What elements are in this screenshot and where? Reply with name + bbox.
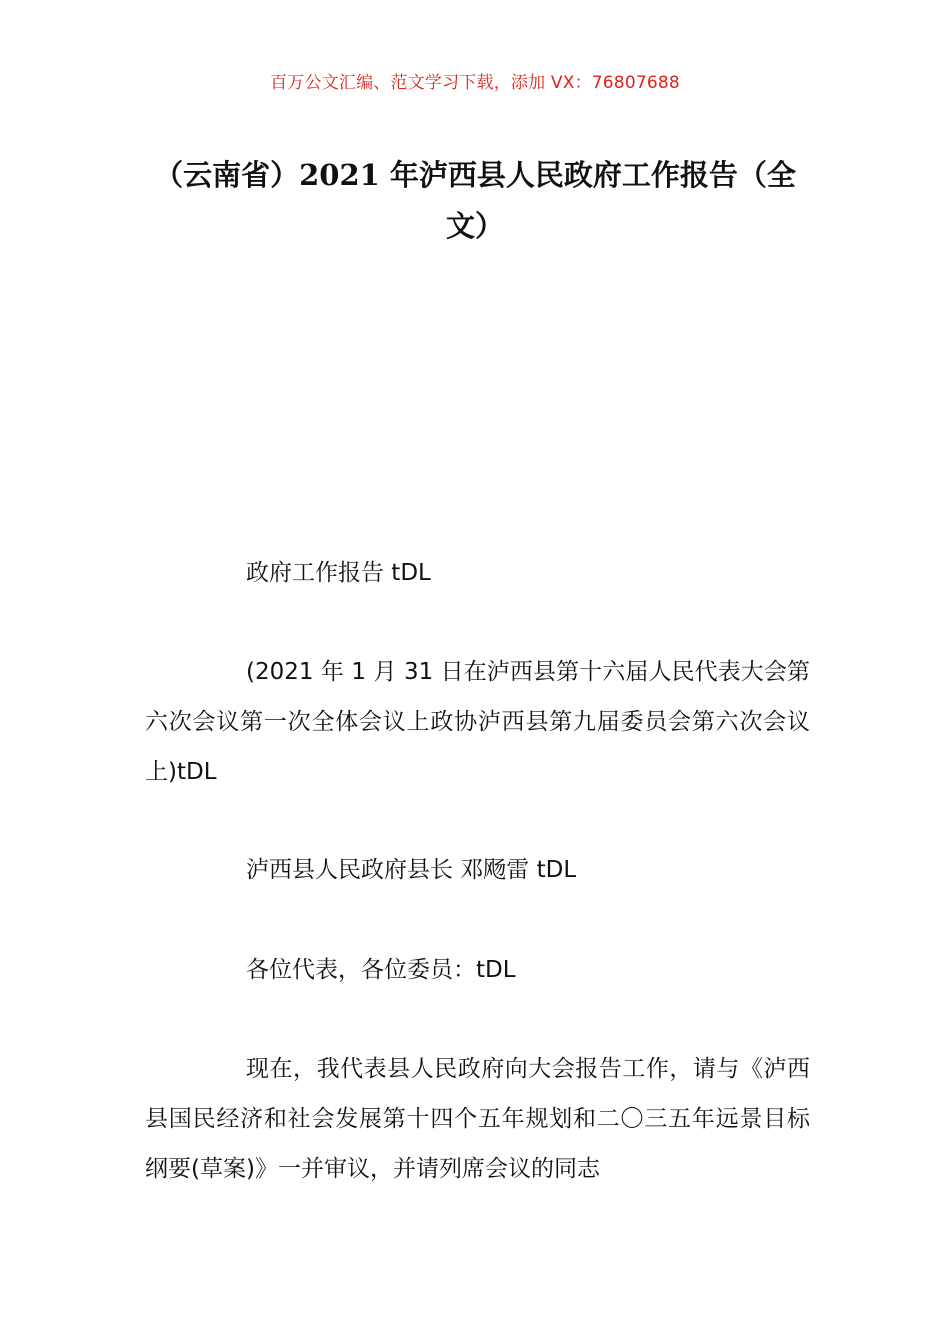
- document-title: （云南省）2021 年泸西县人民政府工作报告（全文）: [154, 158, 796, 243]
- paragraph-opening: [145, 1044, 810, 1194]
- paragraph-salutation: [145, 945, 810, 995]
- paragraph-speaker: [145, 845, 810, 895]
- paragraph-text: 现在，我代表县人民政府向大会报告工作，请与《泸西县国民经济和社会发展第十四个五年规划和二〇三五年远景目标纲要(草案)》一并审议，并请列席会议的同志: [145, 1056, 810, 1182]
- header-promo-note: 百万公文汇编、范文学习下载，添加 VX：76807688: [270, 73, 680, 93]
- paragraph-text: 政府工作报告 tDL: [246, 560, 431, 586]
- paragraph-text: (2021 年 1 月 31 日在泸西县第十六届人民代表大会第六次会议第一次全体会议上政协泸西县第九届委员会第六次会议上)tDL: [145, 659, 810, 785]
- paragraph-meeting-info: [145, 647, 810, 797]
- paragraph-text: 泸西县人民政府县长 邓飏雷 tDL: [246, 857, 577, 883]
- paragraph-report-label: [145, 548, 810, 598]
- paragraph-text: 各位代表，各位委员：tDL: [246, 957, 516, 983]
